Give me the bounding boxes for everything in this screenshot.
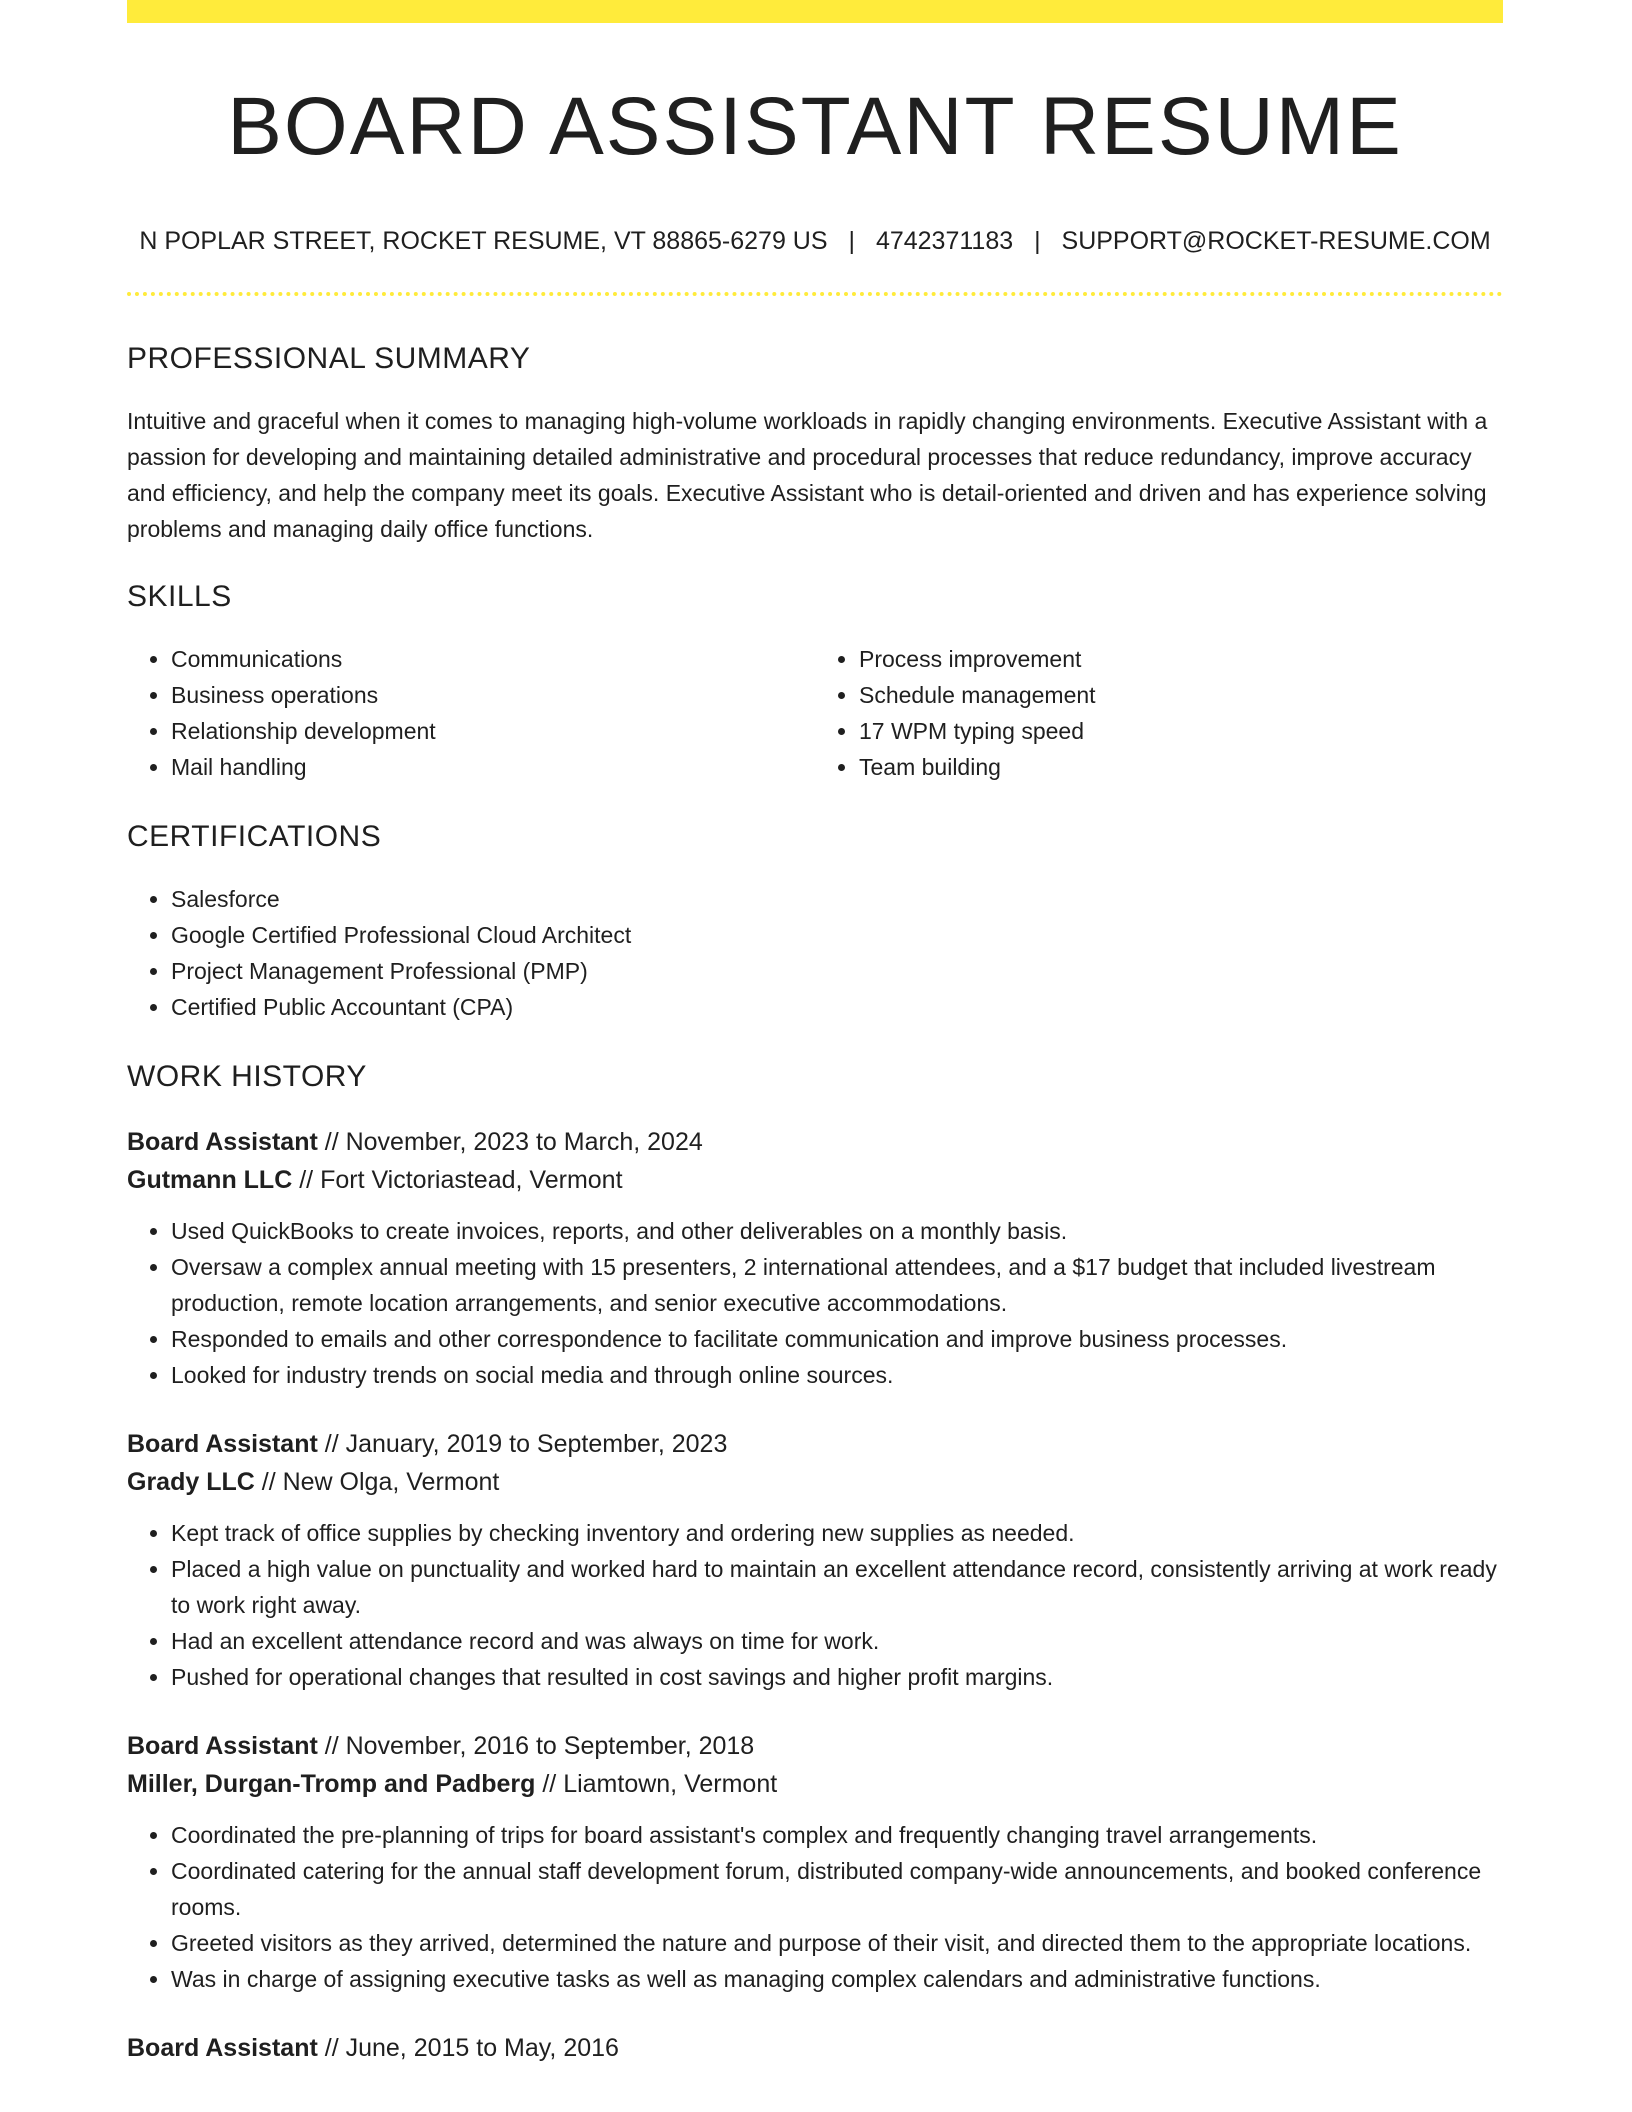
job-dates: June, 2015 to May, 2016 <box>345 2034 619 2063</box>
job-bullets <box>127 1515 1503 1695</box>
job-bullet: • Had an excellent attendance record and was always on time for work. <box>171 1623 1503 1659</box>
job-company: Gutmann LLC <box>127 1166 293 1195</box>
skills-section <box>127 579 1503 785</box>
job-dates: November, 2023 to March, 2024 <box>345 1128 703 1157</box>
job-role: Board Assistant <box>127 2034 318 2063</box>
job-company-line <box>127 1161 1503 1199</box>
job-bullet: • Responded to emails and other correspondence to facilitate communication and improve business processes. <box>171 1321 1503 1357</box>
certification-item: • Certified Public Accountant (CPA) <box>171 989 1503 1025</box>
job-entry <box>127 1727 1503 1997</box>
job-divider: // <box>535 1770 564 1799</box>
work-history-section <box>127 1059 1503 2067</box>
job-entry <box>127 1425 1503 1695</box>
job-location: Liamtown, Vermont <box>563 1770 778 1799</box>
job-bullet: • Was in charge of assigning executive tasks as well as managing complex calendars and administrative functions. <box>171 1961 1503 1997</box>
job-company-line <box>127 1765 1503 1803</box>
job-dates: November, 2016 to September, 2018 <box>345 1732 755 1761</box>
resume-page <box>127 0 1503 2067</box>
skills-list-left <box>127 641 815 785</box>
job-divider: // <box>254 1468 283 1497</box>
job-role: Board Assistant <box>127 1732 318 1761</box>
job-bullet: • Looked for industry trends on social media and through online sources. <box>171 1357 1503 1393</box>
certification-item: • Project Management Professional (PMP) <box>171 953 1503 989</box>
job-divider: // <box>317 2034 346 2063</box>
job-role-line <box>127 2029 1503 2067</box>
job-divider: // <box>317 1732 346 1761</box>
job-company: Miller, Durgan-Tromp and Padberg <box>127 1770 536 1799</box>
job-entry <box>127 2029 1503 2067</box>
job-dates: January, 2019 to September, 2023 <box>345 1430 728 1459</box>
job-bullets <box>127 1817 1503 1997</box>
job-bullet: • Kept track of office supplies by checking inventory and ordering new supplies as needed. <box>171 1515 1503 1551</box>
contact-phone: 4742371183 <box>875 227 1014 256</box>
certifications-heading: CERTIFICATIONS <box>127 820 382 854</box>
skill-item: • Team building <box>859 749 1503 785</box>
contact-separator: | <box>1034 227 1041 256</box>
skill-item: • Mail handling <box>171 749 815 785</box>
job-bullet: • Placed a high value on punctuality and worked hard to maintain an excellent attendance record, consistently arriving at work ready to work right away. <box>171 1551 1503 1623</box>
certifications-section <box>127 819 1503 1025</box>
job-role: Board Assistant <box>127 1430 318 1459</box>
job-bullet: • Oversaw a complex annual meeting with 15 presenters, 2 international attendees, and a $17 budget that included livestream production, remote location arrangements, and senior executive accommodations. <box>171 1249 1503 1321</box>
job-divider: // <box>292 1166 321 1195</box>
job-company: Grady LLC <box>127 1468 255 1497</box>
job-divider: // <box>317 1430 346 1459</box>
skill-item: • Schedule management <box>859 677 1503 713</box>
contact-line <box>127 226 1503 256</box>
skill-item: • 17 WPM typing speed <box>859 713 1503 749</box>
job-bullet: • Used QuickBooks to create invoices, reports, and other deliverables on a monthly basis. <box>171 1213 1503 1249</box>
job-bullet: • Coordinated catering for the annual staff development forum, distributed company-wide announcements, and booked conference rooms. <box>171 1853 1503 1925</box>
job-company-line <box>127 1463 1503 1501</box>
certification-item: • Google Certified Professional Cloud Architect <box>171 917 1503 953</box>
job-entry <box>127 1123 1503 1393</box>
job-location: Fort Victoriastead, Vermont <box>320 1166 623 1195</box>
contact-separator: | <box>848 227 855 256</box>
job-role-line <box>127 1123 1503 1161</box>
certifications-list <box>127 881 1503 1025</box>
skills-grid <box>127 641 1503 785</box>
contact-email: SUPPORT@ROCKET-RESUME.COM <box>1061 227 1491 256</box>
skill-item: • Communications <box>171 641 815 677</box>
work-history-heading: WORK HISTORY <box>127 1060 367 1094</box>
skills-list-right <box>815 641 1503 785</box>
resume-title: BOARD ASSISTANT RESUME <box>227 81 1403 172</box>
skill-item: • Business operations <box>171 677 815 713</box>
skills-heading: SKILLS <box>127 580 232 614</box>
summary-section <box>127 341 1503 547</box>
skill-item: • Process improvement <box>859 641 1503 677</box>
job-divider: // <box>317 1128 346 1157</box>
accent-top-bar <box>127 0 1503 23</box>
job-bullet: • Coordinated the pre-planning of trips for board assistant's complex and frequently changing travel arrangements. <box>171 1817 1503 1853</box>
skill-item: • Relationship development <box>171 713 815 749</box>
job-bullet: • Greeted visitors as they arrived, determined the nature and purpose of their visit, and directed them to the appropriate locations. <box>171 1925 1503 1961</box>
dotted-divider <box>127 292 1503 296</box>
summary-text: Intuitive and graceful when it comes to managing high-volume workloads in rapidly changing environments. Executive Assistant with a passion for developing and maintaining detailed administrative and procedural processes that reduce redundancy, improve accuracy and efficiency, and help the company meet its goals. Executive Assistant who is detail-oriented and driven and has experience solving problems and managing daily office functions. <box>127 408 1488 543</box>
job-role-line <box>127 1727 1503 1765</box>
job-bullets <box>127 1213 1503 1393</box>
job-bullet: • Pushed for operational changes that resulted in cost savings and higher profit margins. <box>171 1659 1503 1695</box>
summary-heading: PROFESSIONAL SUMMARY <box>127 342 531 376</box>
job-role: Board Assistant <box>127 1128 318 1157</box>
contact-address: N POPLAR STREET, ROCKET RESUME, VT 88865-6279 US <box>139 227 828 256</box>
job-location: New Olga, Vermont <box>282 1468 500 1497</box>
certification-item: • Salesforce <box>171 881 1503 917</box>
job-role-line <box>127 1425 1503 1463</box>
